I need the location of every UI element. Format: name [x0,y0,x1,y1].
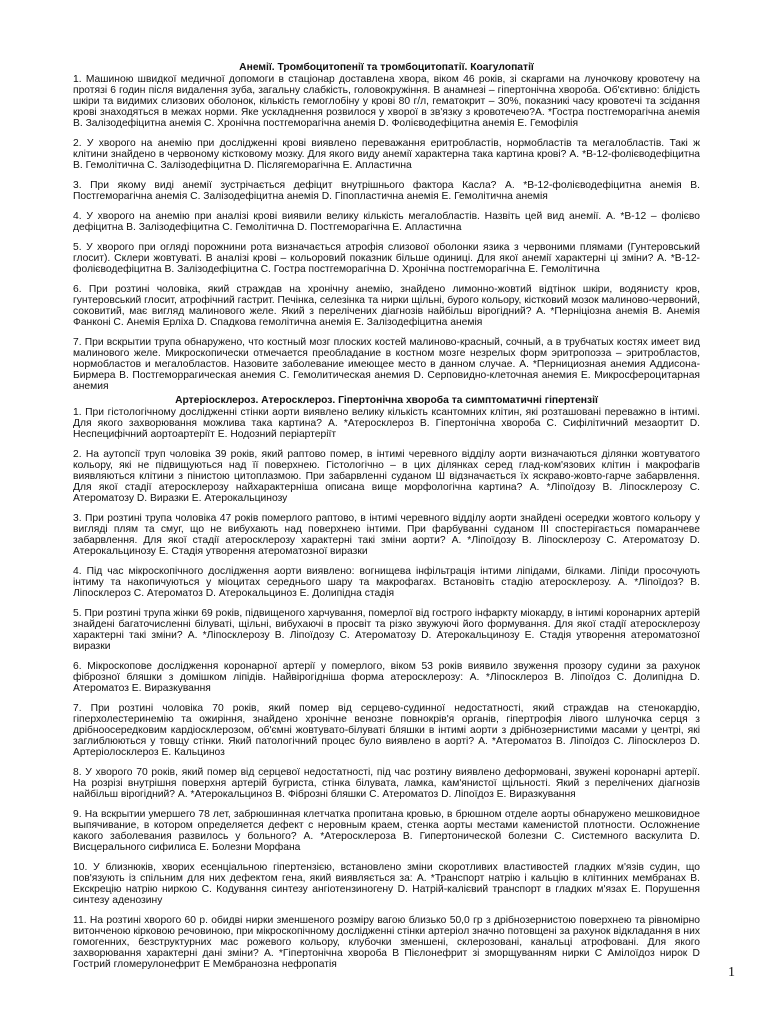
document-page [73,62,700,970]
question-list-anemias [73,74,700,392]
question-item: 6. При розтині чоловіка, який страждав на хронічну анемію, знайдено лимонно-жовтий відтінок шкіри, водянисту кров, гунтеровський глосит, атрофічний гастрит. Печінка, селезінка та нирки щільні, бурого кольору, кістковий мозок малиново-червоний, соковитий, має вигляд малинового желе. Який з перелічених діагнозів найбільш вірогідний? А. *Перніціозна анемія В. Анемія Фанконі С. Анемія Ерліха D. Спадкова гемолітична анемія Е. Залізодефіцитна анемія [73,284,700,328]
question-item: 11. На розтині хворого 60 р. обидві нирки зменшеного розміру вагою близько 50,0 гр з дрібнозернистою поверхнею та рівномірно витонченою кірковою речовиною, при мікроскопічному дослідженні стінки артеріол значно потовщені за рахунок відкладання в них гомогенних, безструктурних мас рожевого кольору, клубочки зменшені, склерозовані, канальці атрофовані. Для якого захворювання характерні дані зміни? А. *Гіпертонічна хвороба В Пієлонефрит зі зморщуванням нирки С Амілоїдоз нирок D Гострий гломерулонефрит Е Мембранозна нефропатія [73,915,700,970]
question-item: 1. При гістологічному дослідженні стінки аорти виявлено велику кількість ксантомних клітин, які розташовані переважно в інтимі. Для якого захворювання можлива така картина? А. *Атеросклероз В. Гіпертонічна хвороба С. Сифілітичний мезаортит D. Неспецифічний аортоартеріїт Е. Нодозний періартеріїт [73,407,700,440]
question-item: 5. У хворого при огляді порожнини рота визначається атрофія слизової оболонки язика з червоними плямами (Гунтеровський глосит). Склери жовтуваті. В аналізі крові – кольоровий показник більше одиниці. Для якої анемії характерні ці зміни? А. *В-12-фолієводефіцитна В. Залізодефіцитна С. Гостра постгеморагічна D. Хронічна постгеморагічна Е. Гемолітична [73,242,700,275]
question-item: 10. У близнюків, хворих есенціальною гіпертензією, встановлено зміни скоротливих властивостей гладких м'язів судин, що пов'язують із спільним для них дефектом гена, який виявляється за: А. *Транспорт натрію і кальцію в клітинних мембранах В. Екскрецію натрію ниркою С. Кодування синтезу ангіотензиногену D. Натрій-калієвий транспорт в гладких м'язах Е. Порушення синтезу аденозину [73,862,700,906]
question-item: 6. Мікроскопове дослідження коронарної артерії у померлого, віком 53 років виявило звуження прозору судини за рахунок фіброзної бляшки з домішком ліпідів. Найвірогідніша форма атеросклерозу: А. *Ліпосклероз В. Ліпоїдоз С. Долипідна D. Атероматоз Е. Виразкування [73,661,700,694]
question-item: 4. Під час мікроскопічного дослідження аорти виявлено: вогнищева інфільтрація інтими ліпідами, білками. Ліпіди просочують інтиму та накопичуються у міоцитах середнього шару та макрофагах. Встановіть стадію атеросклерозу. А. *Ліпоїдоз? В. Ліпосклероз С. Атероматоз D. Атерокальциноз Е. Долипідна стадія [73,566,700,599]
question-item: 2. У хворого на анемію при дослідженні крові виявлено переважання еритробластів, нормобластів та мегалобластів. Такі ж клітини знайдено в червоному кістковому мозку. Для якого виду анемії характерна така картина крові? А. *В-12-фолієводефіцитна В. Гемолітична С. Залізодефіцитна D. Післягеморагічна Е. Апластична [73,138,700,171]
page-number: 1 [728,965,735,980]
section-title-anemias: Анемії. Тромбоцитопенії та тромбоцитопатії. Коагулопатії [239,62,534,73]
question-item: 7. При вскрытии трупа обнаружено, что костный мозг плоских костей малиново-красный, сочный, а в трубчатых костях имеет вид малинового желе. Микроскопически отмечается преобладание в костном мозге незрелых форм эритропоэза – эритробластов, нормобластов и мегалобластов. Назовите заболевание имеющее место в данном случае. А. *Пернициозная анемия Аддисона-Бирмера В. Постгеморрагическая анемия С. Гемолитическая анемия D. Серповидно-клеточная анемия Е. Микросфероцитарная анемия [73,337,700,392]
question-item: 7. При розтині чоловіка 70 років, який помер від серцево-судинної недостатності, який страждав на стенокардію, гіперхолестеринемію та ожиріння, знайдено хронічне венозне повнокрів'я органів, гіпертрофія лівого шлуночка серця з дрібноосередковим кардіосклерозом, об'ємні жовтувато-білуваті бляшки в інтимі аорти з дрібнозернистими масами у центрі, які заглиблюються у товщу стінки. Який патологічний процес було виявлено в аорті? А. *Атероматоз В. Ліпоїдоз С. Ліпосклероз D. Артеріолосклероз Е. Кальциноз [73,703,700,758]
question-item: 9. На вскрытии умершего 78 лет, забрюшинная клетчатка пропитана кровью, в брюшном отделе аорты обнаружено мешковидное выпячивание, в котором определяется дефект с неровным краем, стенка аорты местами каменистой плотности. Осложнение какого заболевания развилось у больного? А. *Атеросклероза В. Гипертонической болезни С. Системного васкулита D. Висцерального сифилиса Е. Болезни Морфана [73,809,700,853]
question-item: 4. У хворого на анемію при аналізі крові виявили велику кількість мегалобластів. Назвіть цей вид анемії. А. *В-12 – фолієво дефіцитна В. Залізодефіцитна С. Гемолітична D. Постгеморагічна Е. Апластична [73,211,700,233]
question-item: 5. При розтині трупа жінки 69 років, підвищеного харчування, померлої від гострого інфаркту міокарду, в інтимі коронарних артерій знайдені багаточисленні білуваті, щільні, вибухаючі в просвіт та різко звужуючі його формування. Для якої стадії атеросклерозу характерні такі зміни? А. *Ліпосклерозу В. Ліпоїдозу С. Атероматозу D. Атерокальцинозу Е. Стадія утворення атероматозної виразки [73,608,700,652]
question-item: 1. Машиною швидкої медичної допомоги в стаціонар доставлена хвора, віком 46 років, зі скаргами на луночкову кровотечу на протязі 6 годин після видалення зуба, загальну слабкість, головокружіння. В анамнезі – гіпертонічна хвороба. Об'єктивно: блідість шкіри та видимих слизових оболонок, кількість гемоглобіну у крові 80 г/л, гематокрит – 30%, показникі часу кровотечі та зсідання крові знаходяться в межах норми. Яке ускладнення розвилося у хворої в зв'язку з кровотечею?А. *Гостра постгеморагічна анемія В. Залізодефіцитна анемія С. Хронічна постгеморагічна анемія D. Фолієводефіцитна анемія Е. Гемофілія [73,74,700,129]
question-list-atherosclerosis [73,407,700,970]
section-title-atherosclerosis: Артеріосклероз. Атеросклероз. Гіпертонічна хвороба та симптоматичні гіпертензії [175,395,598,406]
question-item: 2. На аутопсії труп чоловіка 39 років, який раптово помер, в інтимі черевного відділу аорти визначаються ділянки жовтуватого кольору, які не підвищуються над її поверхнею. Гістологічно – в цих ділянках серед глад-ком'язових клітин і макрофагів виявляються клітини з пінистою цитоплазмою. При забарвленні суданом Ш відзначається їх яскраво-жовто-гарче забарвлення. Для якої стадії атеросклерозу найхарактерніша описана вище морфологічна картина? А. *Ліпоїдозу В. Ліпосклерозу С. Атероматозу D. Виразки Е. Атерокальцинозу [73,449,700,504]
question-item: 3. При якому виді анемії зустрічається дефіцит внутрішнього фактора Касла? А. *В-12-фолієводефіцитна анемія В. Постгеморагічна анемія С. Залізодефіцитна анемія D. Гіпопластична анемія Е. Гемолітична анемія [73,180,700,202]
question-item: 3. При розтині трупа чоловіка 47 років померлого раптово, в інтимі черевного відділу аорти знайдені осередки жовтого кольору у вигляді плям та смуг, що не вибухають над поверхнею інтими. При фарбуванні суданом ІІІ спостерігається помаранчеве забарвлення. Для якої стадії атеросклерозу характерні такі зміни аорти? А. *Ліпоїдозу В. Ліпосклерозу С. Атероматозу D. Атерокальцинозу Е. Стадія утворення атероматозної виразки [73,513,700,557]
question-item: 8. У хворого 70 років, який помер від серцевої недостатності, під час розтину виявлено деформовані, звужені коронарні артерії. На розрізі внутрішня поверхня артерій бугриста, стінка білувата, ламка, кам'янистої щільності. Який з перелічених діагнозів найбільш вірогідний? А. *Атерокальциноз В. Фіброзні бляшки С. Атероматоз D. Ліпоїдоз Е. Виразкування [73,767,700,800]
